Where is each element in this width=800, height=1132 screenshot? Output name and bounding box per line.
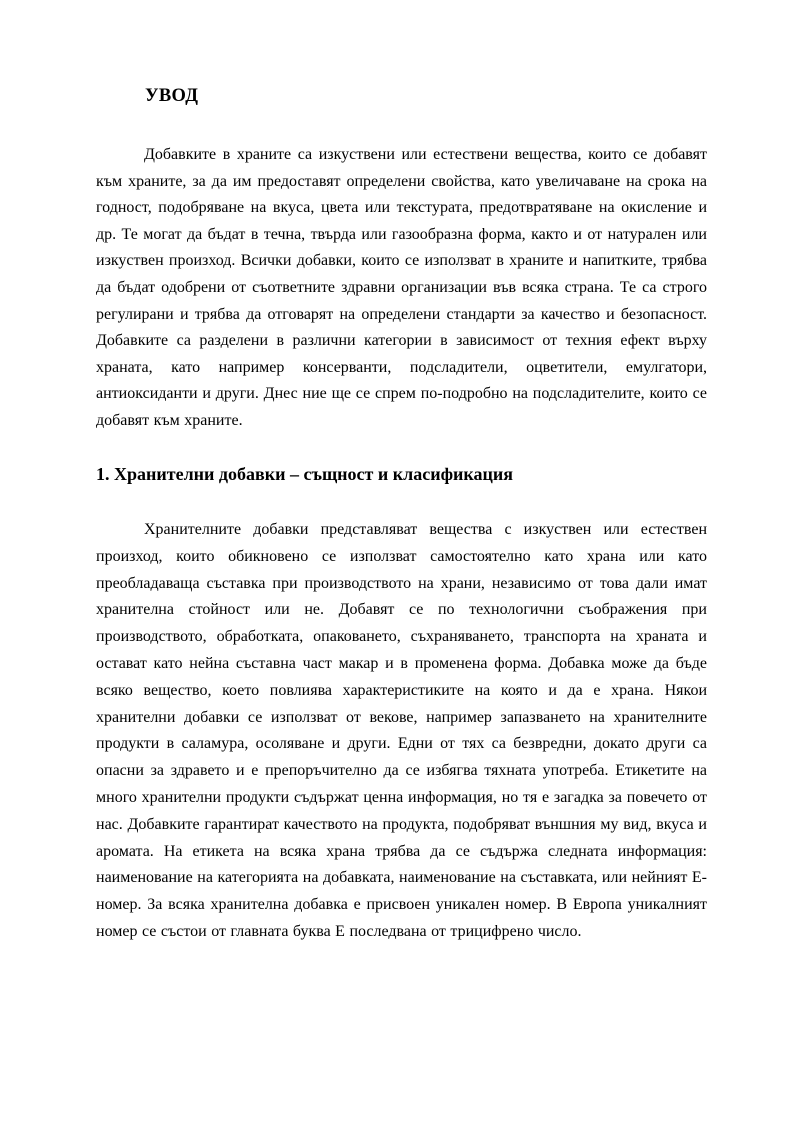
intro-paragraph: Добавките в храните са изкуствени или естествени вещества, които се добавят към храните, за да им предоставят определени свойства, като увеличаване на срока на годност, подобряване на вкуса, цвета или текстурата, предотвратяване на окисление и др. Те могат да бъдат в течна, твърда или газообразна форма, както и от натурален или изкуствен произход. Всички добавки, които се използват в храните и напитките, трябва да бъдат одобрени от съответните здравни организации във всяка страна. Те са строго регулирани и трябва да отговарят на определени стандарти за качество и безопасност. Добавките са разделени в различни категории в зависимост от техния ефект върху храната, като например консерванти, подсладители, оцветители, емулгатори, антиоксиданти и други. Днес ние ще се спрем по-подробно на подсладителите, които се добавят към храните. [96, 146, 707, 429]
intro-heading: УВОД [145, 86, 199, 106]
section-heading: 1. Хранителни добавки – същност и класификация [96, 464, 513, 484]
section-paragraph: Хранителните добавки представляват вещества с изкуствен или естествен произход, които обикновено се използват самостоятелно като храна или като преобладаваща съставка при производството на храни, независимо от това дали имат хранителна стойност или не. Добавят се по технологични съображения при производството, обработката, опаковането, съхраняването, транспорта на храната и остават като нейна съставна част макар и в променена форма. Добавка може да бъде всяко вещество, което повлиява характеристиките на която и да е храна. Някои хранителни добавки се използват от векове, например запазването на хранителните продукти в саламура, осоляване и други. Едни от тях са безвредни, докато други са опасни за здравето и е препоръчително да се избягва тяхната употреба. Етикетите на много хранителни продукти съдържат ценна информация, но тя е загадка за повечето от нас. Добавките гарантират качеството на продукта, подобряват външния му вид, вкуса и аромата. На етикета на всяка храна трябва да се съдържа следната информация: наименование на категорията на добавката, наименование на съставката, или нейният Е-номер. За всяка хранителна добавка е присвоен уникален номер. В Европа уникалният номер се състои от главната буква Е последвана от трицифрено число. [96, 521, 707, 940]
